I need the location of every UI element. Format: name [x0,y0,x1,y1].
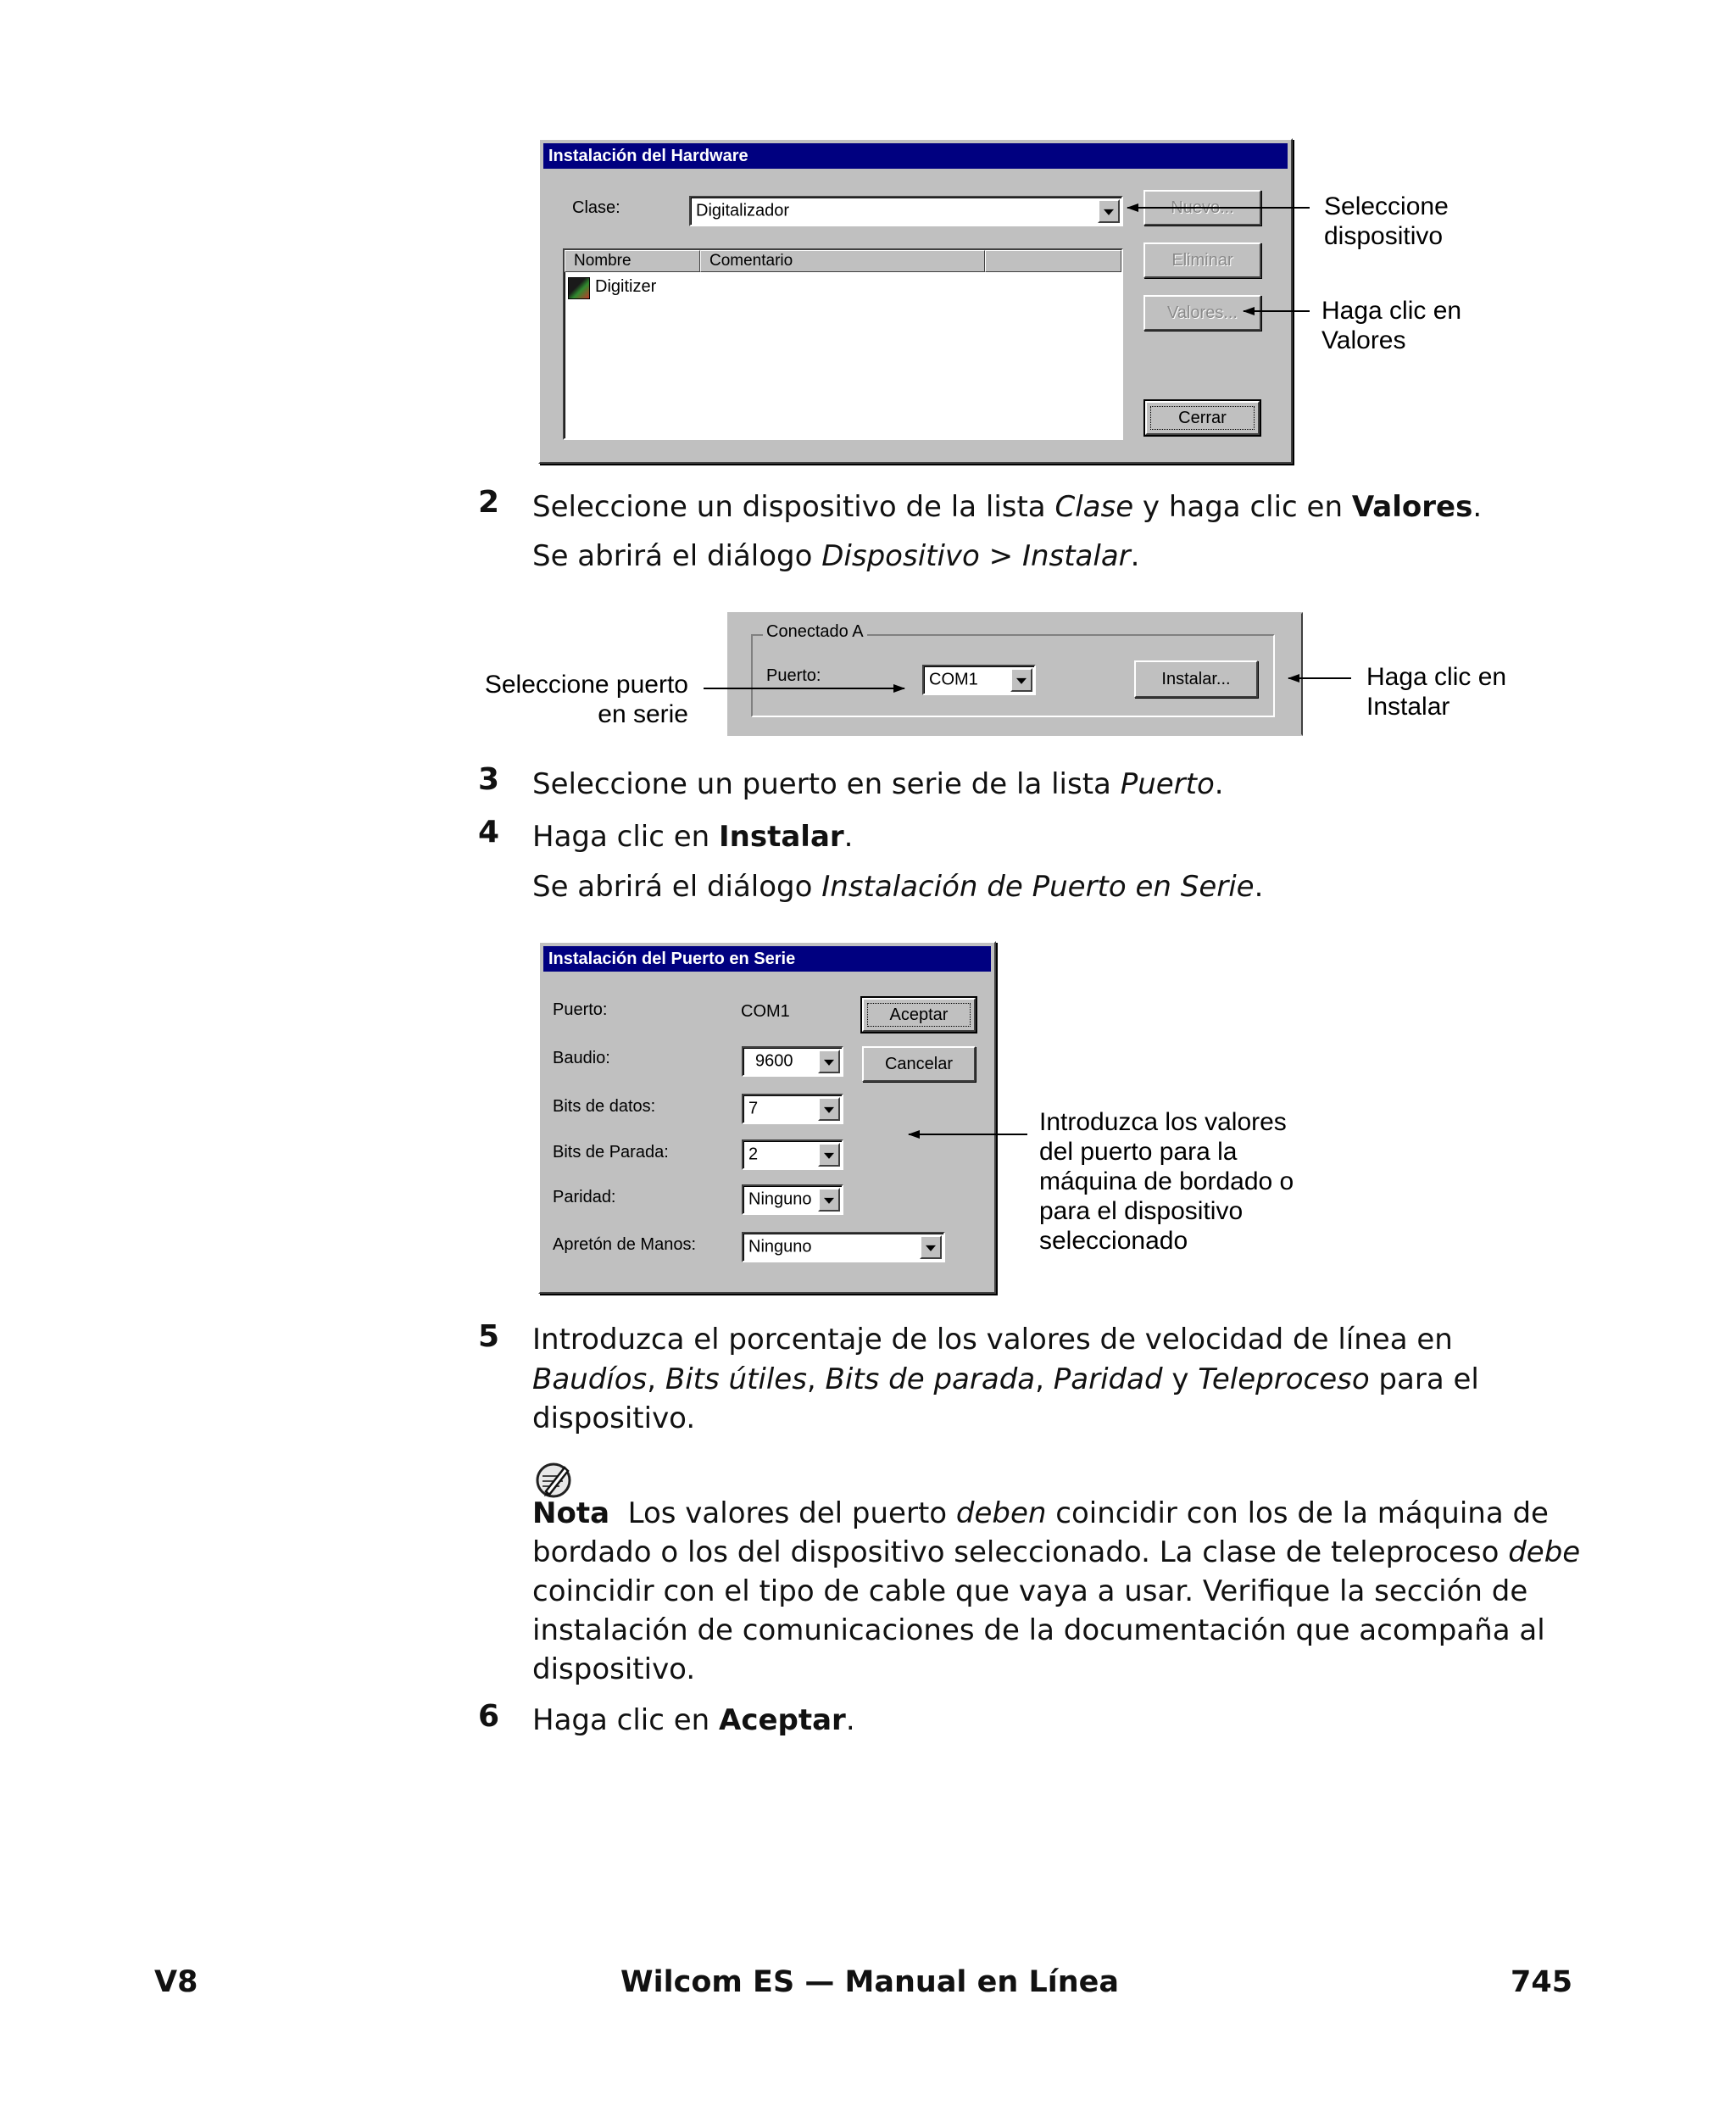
text-italic: Baudíos [532,1362,648,1396]
step-number: 4 [478,815,500,850]
apreton-manos-label: Apretón de Manos: [553,1235,696,1254]
step-number: 2 [478,485,500,520]
cerrar-button-label: Cerrar [1178,409,1227,427]
text-italic: Puerto [1120,767,1215,801]
text-italic: Bits útiles [665,1362,807,1396]
conectado-a-label: Conectado A [763,622,867,642]
text: Se abrirá el diálogo [532,870,822,904]
baudio-select-value: 9600 [755,1051,793,1071]
callout-line: del puerto para la [1039,1138,1238,1166]
footer-page-number: 745 [1511,1965,1573,1999]
instalar-button[interactable]: Instalar... [1134,660,1258,698]
text-italic: Teleproceso [1198,1362,1370,1396]
puerto-value: COM1 [741,1002,790,1021]
callout-line: seleccionado [1039,1227,1188,1255]
callout-line: dispositivo [1324,222,1444,250]
callout-line: en serie [598,700,688,728]
text: . [1130,539,1140,573]
text: Se abrirá el diálogo [532,539,822,573]
text: Seleccione un dispositivo de la lista [532,490,1055,524]
note-line-1 [532,1494,1549,1533]
text: bordado o los del dispositivo seleccionado. La clase de teleproceso [532,1535,1509,1569]
text: Haga clic en [532,820,719,854]
cancelar-button[interactable]: Cancelar [862,1046,976,1082]
step-5-line-1: Introduzca el porcentaje de los valores de velocidad de línea en [532,1323,1453,1357]
step-number: 5 [478,1319,500,1354]
callout-line: para el dispositivo [1039,1197,1244,1225]
text-italic: Dispositivo > Instalar [821,539,1131,573]
step-number: 6 [478,1699,500,1734]
text: , [806,1362,826,1396]
text: Seleccione un puerto en serie de la lista [532,767,1121,801]
text: . [845,1703,855,1737]
text: coincidir con los de la máquina de [1046,1496,1549,1530]
text-italic: debe [1508,1535,1581,1569]
text: y haga clic en [1133,490,1352,524]
note-line-3: coincidir con el tipo de cable que vaya a usar. Verifique la sección de [532,1574,1528,1608]
text-bold: Instalar [719,820,844,854]
text: . [1472,490,1483,524]
text: Los valores del puerto [609,1496,956,1530]
text-italic: deben [955,1496,1047,1530]
note-label: Nota [532,1496,610,1530]
puerto-label: Puerto: [553,1000,608,1019]
text-bold: Valores [1351,490,1473,524]
note-line-2 [532,1533,1580,1572]
step-number: 3 [478,762,500,797]
text-bold: Aceptar [719,1703,846,1737]
text: Haga clic en [532,1703,719,1737]
bits-datos-label: Bits de datos: [553,1097,656,1116]
nuevo-button[interactable]: Nuevo... [1143,190,1261,226]
callout-line: Seleccione [1324,192,1449,220]
callout-line: máquina de bordado o [1039,1167,1294,1195]
paridad-select-value: Ninguno [748,1189,812,1209]
clase-label: Clase: [572,198,620,217]
text-italic: Instalación de Puerto en Serie [821,870,1255,904]
text-italic: Clase [1054,490,1134,524]
puerto-label: Puerto: [766,666,821,685]
valores-button[interactable]: Valores... [1143,295,1261,331]
text: . [843,820,854,854]
footer-left: V8 [154,1965,198,1999]
callout-line: Valores [1321,326,1406,354]
text-italic: Paridad [1053,1362,1163,1396]
text: , [647,1362,665,1396]
note-line-5: dispositivo. [532,1652,696,1686]
bits-datos-select-value: 7 [748,1099,759,1118]
paridad-label: Paridad: [553,1188,616,1206]
callout-line: Haga clic en [1321,297,1462,325]
puerto-select-value: COM1 [929,670,978,689]
column-header-comentario[interactable]: Comentario [700,250,985,272]
apreton-manos-select-value: Ninguno [748,1237,812,1256]
baudio-label: Baudio: [553,1049,610,1067]
callout-line: Haga clic en [1366,663,1507,691]
list-item-label: Digitizer [595,277,657,296]
step-5-line-2 [532,1360,1479,1399]
clase-select-value: Digitalizador [696,201,790,220]
step-5-line-3: dispositivo. [532,1401,696,1435]
callout-line: Seleccione puerto [484,671,688,699]
callout-line: Introduzca los valores [1039,1108,1287,1136]
note-line-4: instalación de comunicaciones de la documentación que acompaña al [532,1613,1545,1647]
step-6-line [532,1701,855,1740]
column-header-nombre[interactable]: Nombre [565,250,700,272]
aceptar-button-label: Aceptar [889,1006,949,1024]
footer-center: Wilcom ES — Manual en Línea [620,1965,1120,1999]
text: y [1162,1362,1199,1396]
text-italic: Bits de parada [825,1362,1036,1396]
eliminar-button[interactable]: Eliminar [1143,242,1261,278]
text: . [1254,870,1264,904]
callout-line: Instalar [1366,693,1450,721]
text: , [1035,1362,1054,1396]
hardware-dialog-title: Instalación del Hardware [543,143,1288,169]
text: para el [1369,1362,1479,1396]
text: . [1214,767,1224,801]
bits-parada-label: Bits de Parada: [553,1143,669,1162]
bits-parada-select-value: 2 [748,1145,759,1164]
serie-dialog-title: Instalación del Puerto en Serie [543,946,991,972]
